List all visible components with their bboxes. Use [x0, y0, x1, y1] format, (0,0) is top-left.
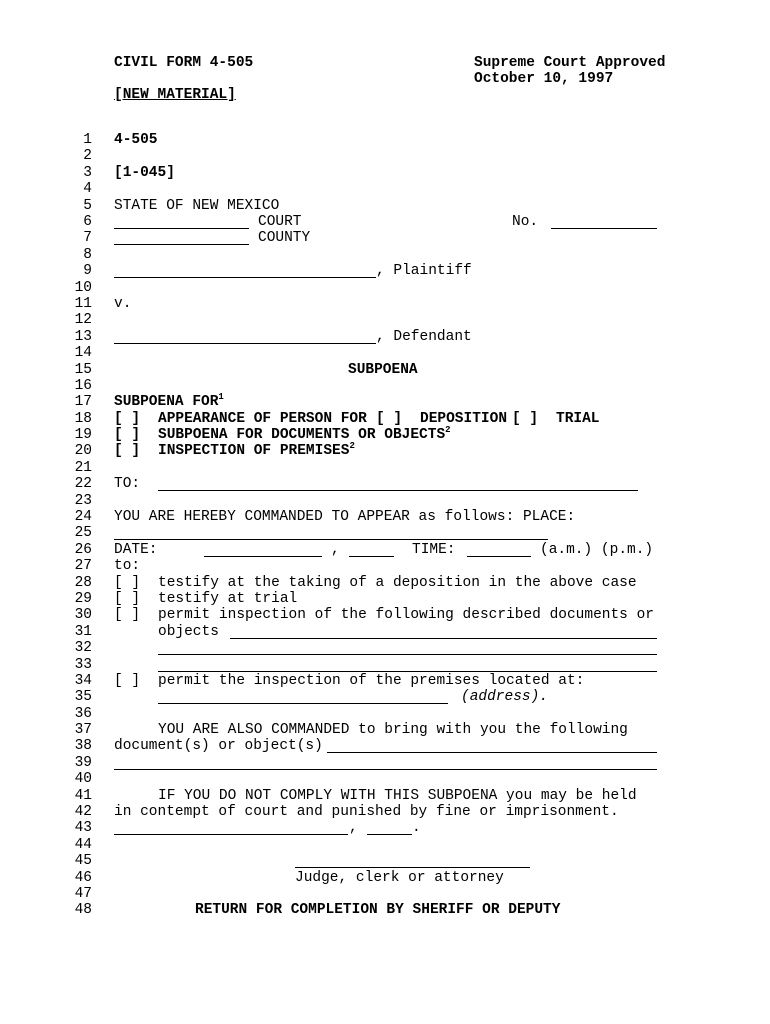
form-line-7: [0, 230, 770, 246]
line-number: 8: [83, 247, 92, 263]
line-number: 1: [83, 132, 92, 148]
line-number: 40: [74, 771, 92, 787]
line-number: 43: [74, 820, 92, 836]
date-label: DATE:: [114, 542, 158, 558]
footnote-marker: 1: [218, 392, 224, 402]
case-number-field[interactable]: [551, 228, 657, 229]
approval-line-2: October 10, 1997: [474, 71, 614, 87]
approval-line-1: Supreme Court Approved: [474, 55, 666, 71]
line-number: 27: [74, 558, 92, 574]
form-line-27: [0, 558, 770, 574]
form-line-13: [0, 329, 770, 345]
deposition-label: DEPOSITION: [420, 411, 508, 427]
county-label: COUNTY: [258, 230, 311, 246]
defendant-label: , Defendant: [376, 329, 472, 345]
premises-label: INSPECTION OF PREMISES$^2$: [158, 441, 355, 459]
line-number: 45: [74, 853, 92, 869]
form-line-8: [0, 247, 770, 263]
line-number: 42: [74, 804, 92, 820]
rule-number: 4-505: [114, 132, 158, 148]
line-number: 41: [74, 788, 92, 804]
recipient-field[interactable]: [158, 490, 638, 491]
objects-label: objects: [158, 624, 219, 640]
plaintiff-label: , Plaintiff: [376, 263, 472, 279]
form-line-28: [0, 575, 770, 591]
documents-label: SUBPOENA FOR DOCUMENTS OR OBJECTS$^2$: [158, 425, 451, 443]
line-number: 10: [74, 280, 92, 296]
form-line-19: [0, 427, 770, 443]
documents-checkbox[interactable]: [ ]: [114, 427, 141, 443]
line-number: 2: [83, 148, 92, 164]
commanded-statement: YOU ARE HEREBY COMMANDED TO APPEAR as follows: PLACE:: [114, 509, 576, 525]
new-material-label: [NEW MATERIAL]: [114, 87, 236, 103]
testify-trial-label: testify at trial: [158, 591, 298, 607]
line-number: 32: [74, 640, 92, 656]
form-title: CIVIL FORM 4-505: [114, 55, 254, 71]
deposition-checkbox[interactable]: [ ]: [376, 411, 403, 427]
line-number: 13: [74, 329, 92, 345]
form-line-6: [0, 214, 770, 230]
line-number: 14: [74, 345, 92, 361]
form-line-4: [0, 181, 770, 197]
subpoena-for-heading: SUBPOENA FOR$^1$: [114, 392, 224, 410]
to-label: TO:: [114, 476, 141, 492]
form-line-46: [0, 870, 770, 886]
line-number: 16: [74, 378, 92, 394]
form-line-36: [0, 706, 770, 722]
form-line-30: [0, 607, 770, 623]
line-number: 17: [74, 394, 92, 410]
form-line-2: [0, 148, 770, 164]
form-line-15: [0, 362, 770, 378]
form-line-3: [0, 165, 770, 181]
form-line-24: [0, 509, 770, 525]
form-line-32: [0, 640, 770, 656]
inspect-premises-checkbox[interactable]: [ ]: [114, 673, 141, 689]
footnote-marker: 2: [445, 425, 451, 435]
plaintiff-name-field[interactable]: [114, 277, 376, 278]
am-pm-options[interactable]: (a.m.) (p.m.): [540, 542, 654, 558]
return-heading: RETURN FOR COMPLETION BY SHERIFF OR DEPUTY: [195, 902, 561, 918]
line-number: 24: [74, 509, 92, 525]
form-line-23: [0, 493, 770, 509]
signed-date-field[interactable]: [114, 834, 348, 835]
form-line-42: [0, 804, 770, 820]
line-number: 15: [74, 362, 92, 378]
inspect-documents-checkbox[interactable]: [ ]: [114, 607, 141, 623]
line-number: 6: [83, 214, 92, 230]
form-line-33: [0, 657, 770, 673]
line-number: 12: [74, 312, 92, 328]
line-number: 38: [74, 738, 92, 754]
line-number: 18: [74, 411, 92, 427]
line-number: 48: [74, 902, 92, 918]
line-number: 30: [74, 607, 92, 623]
noncompliance-line-2: in contempt of court and punished by fine or imprisonment.: [114, 804, 619, 820]
form-line-48: [0, 902, 770, 918]
form-line-17: [0, 394, 770, 410]
versus-label: v.: [114, 296, 132, 312]
form-line-43: [0, 820, 770, 836]
date-field[interactable]: [204, 556, 322, 557]
form-line-29: [0, 591, 770, 607]
inspect-documents-label: permit inspection of the following described documents or: [158, 607, 654, 623]
signed-date-period: .: [412, 820, 421, 836]
objects-field-2[interactable]: [158, 654, 657, 655]
place-field[interactable]: [114, 539, 548, 540]
line-number: 29: [74, 591, 92, 607]
line-number: 44: [74, 837, 92, 853]
form-line-16: [0, 378, 770, 394]
line-number: 25: [74, 525, 92, 541]
objects-field-3[interactable]: [158, 671, 657, 672]
documents-objects-label: document(s) or object(s): [114, 738, 323, 754]
form-line-18: [0, 411, 770, 427]
appearance-checkbox[interactable]: [ ]: [114, 411, 141, 427]
form-line-9: [0, 263, 770, 279]
documents-objects-field-2[interactable]: [114, 769, 657, 770]
noncompliance-line-1: IF YOU DO NOT COMPLY WITH THIS SUBPOENA you may be held: [158, 788, 637, 804]
form-line-44: [0, 837, 770, 853]
line-number: 22: [74, 476, 92, 492]
document-title: SUBPOENA: [348, 362, 418, 378]
testify-deposition-checkbox[interactable]: [ ]: [114, 575, 141, 591]
documents-objects-field-1[interactable]: [327, 752, 657, 753]
signed-date-comma: ,: [349, 820, 358, 836]
trial-label: TRIAL: [556, 411, 600, 427]
court-name-field[interactable]: [114, 228, 249, 229]
form-line-39: [0, 755, 770, 771]
line-number: 33: [74, 657, 92, 673]
form-line-40: [0, 771, 770, 787]
county-name-field[interactable]: [114, 244, 249, 245]
line-number: 46: [74, 870, 92, 886]
defendant-name-field[interactable]: [114, 343, 376, 344]
form-line-25: [0, 525, 770, 541]
line-number: 39: [74, 755, 92, 771]
form-line-11: [0, 296, 770, 312]
form-line-1: [0, 132, 770, 148]
court-label: COURT: [258, 214, 302, 230]
address-label: (address).: [461, 689, 549, 705]
line-number: 11: [74, 296, 92, 312]
line-number: 4: [83, 181, 92, 197]
state-label: STATE OF NEW MEXICO: [114, 198, 280, 214]
line-number: 36: [74, 706, 92, 722]
form-line-10: [0, 280, 770, 296]
signature-label: Judge, clerk or attorney: [295, 870, 504, 886]
line-number: 5: [83, 198, 92, 214]
line-number: 20: [74, 443, 92, 459]
trial-checkbox[interactable]: [ ]: [512, 411, 539, 427]
time-field[interactable]: [467, 556, 531, 557]
line-number: 47: [74, 886, 92, 902]
form-line-37: [0, 722, 770, 738]
form-line-31: [0, 624, 770, 640]
line-number: 26: [74, 542, 92, 558]
line-number: 7: [83, 230, 92, 246]
premises-checkbox[interactable]: [ ]: [114, 443, 141, 459]
form-line-14: [0, 345, 770, 361]
form-line-38: [0, 738, 770, 754]
footnote-marker: 2: [349, 441, 355, 451]
line-number: 37: [74, 722, 92, 738]
form-line-21: [0, 460, 770, 476]
address-field[interactable]: [158, 703, 448, 704]
line-number: 31: [74, 624, 92, 640]
form-line-5: [0, 198, 770, 214]
form-line-34: [0, 673, 770, 689]
case-number-label: No.: [512, 214, 539, 230]
line-number: 23: [74, 493, 92, 509]
line-number: 21: [74, 460, 92, 476]
inspect-premises-label: permit the inspection of the premises located at:: [158, 673, 585, 689]
line-number: 3: [83, 165, 92, 181]
form-line-12: [0, 312, 770, 328]
form-line-41: [0, 788, 770, 804]
testify-deposition-label: testify at the taking of a deposition in the above case: [158, 575, 637, 591]
line-number: 35: [74, 689, 92, 705]
form-line-26: [0, 542, 770, 558]
form-line-20: [0, 443, 770, 459]
old-rule-number: [1-045]: [114, 165, 175, 181]
date-comma: ,: [331, 542, 340, 558]
line-number: 9: [83, 263, 92, 279]
line-number: 19: [74, 427, 92, 443]
form-line-22: [0, 476, 770, 492]
signed-year-field[interactable]: [367, 834, 412, 835]
appearance-label: APPEARANCE OF PERSON FOR: [158, 411, 367, 427]
testify-trial-checkbox[interactable]: [ ]: [114, 591, 141, 607]
year-field[interactable]: [349, 556, 394, 557]
objects-field-1[interactable]: [230, 638, 657, 639]
also-commanded-statement: YOU ARE ALSO COMMANDED to bring with you the following: [158, 722, 628, 738]
to-colon-label: to:: [114, 558, 141, 574]
line-number: 28: [74, 575, 92, 591]
form-line-35: [0, 689, 770, 705]
form-line-45: [0, 853, 770, 869]
time-label: TIME:: [412, 542, 456, 558]
signature-field[interactable]: [295, 867, 530, 868]
line-number: 34: [74, 673, 92, 689]
form-line-47: [0, 886, 770, 902]
